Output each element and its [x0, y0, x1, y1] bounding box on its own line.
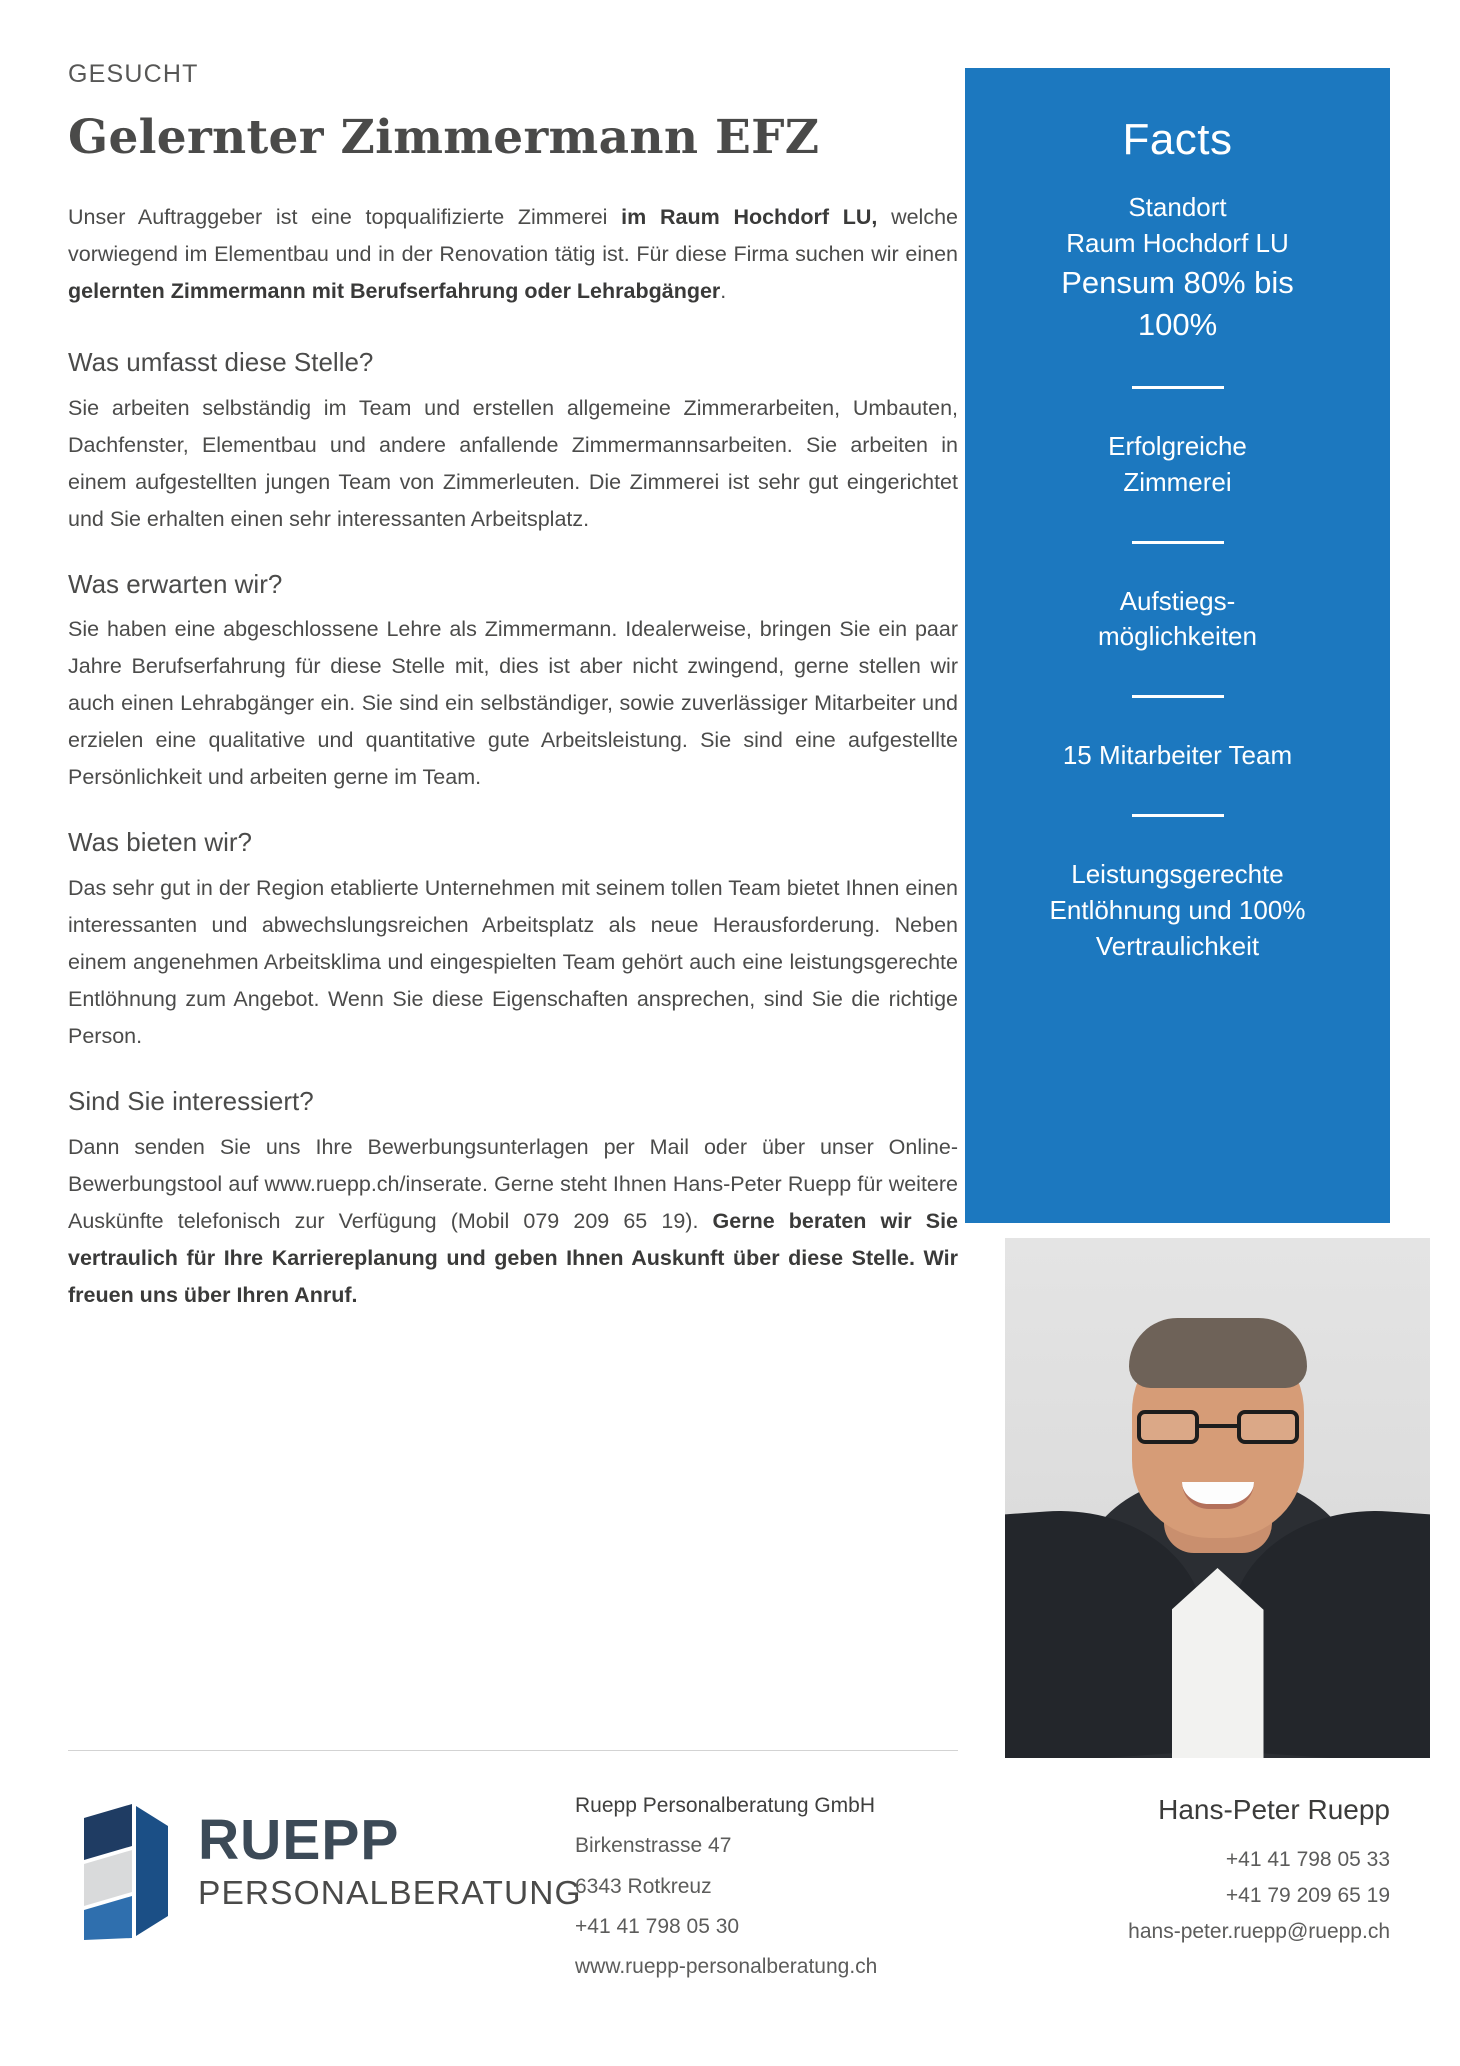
glasses-lens-right [1237, 1410, 1299, 1444]
fact-divider [1132, 695, 1224, 698]
fact-company-type [993, 429, 1362, 501]
intro-part-2: welche vorwiegend im Elementbau und in der Renovation tätig ist. Für diese Firma suchen wir einen [68, 205, 958, 267]
contact-person-photo [1005, 1238, 1430, 1758]
fact-line: möglichkeiten [1098, 621, 1257, 652]
page-title: Gelernter Zimmermann EFZ [68, 110, 820, 165]
fact-workload [993, 262, 1362, 346]
contact-phone-office[interactable]: +41 41 798 05 33 [1225, 1848, 1390, 1872]
fact-line: Leistungsgerechte [1071, 859, 1284, 890]
fact-line: Zimmerei [1123, 466, 1232, 497]
section-body: Sie arbeiten selbständig im Team und erstellen allgemeine Zimmerarbeiten, Umbauten, Dachfenster, Elementbau und andere anfallende Zimmermannsarbeiten. Sie arbeiten in einem aufgestellten jungen Team von Zimmerleuten. Die Zimmerei ist sehr gut eingerichtet und Sie erhalten einen sehr interessanten Arbeitsplatz. [68, 395, 958, 531]
fact-line: 100% [1137, 306, 1218, 342]
logo-mark-icon [70, 1800, 182, 1940]
job-ad-main-column [68, 60, 958, 1344]
section-heading: Was umfasst diese Stelle? [68, 346, 374, 377]
company-phone[interactable]: +41 41 798 05 30 [575, 1914, 740, 1938]
company-city: 6343 Rotkreuz [575, 1874, 712, 1898]
section-offer [68, 826, 958, 1055]
intro-part-1: Unser Auftraggeber ist eine topqualifizierte Zimmerei [68, 205, 622, 230]
fact-line: Vertraulichkeit [1095, 930, 1260, 961]
fact-line: Pensum 80% bis [1061, 265, 1294, 301]
kicker-label: GESUCHT [68, 60, 199, 88]
logo-line-2: PERSONALBERATUNG [198, 1875, 582, 1912]
section-requirements [68, 568, 958, 797]
company-logo [70, 1790, 582, 1945]
section-heading: Sind Sie interessiert? [68, 1085, 314, 1116]
contact-phone-mobile[interactable]: +41 79 209 65 19 [1225, 1884, 1390, 1908]
facts-sidebar [965, 68, 1390, 1223]
fact-line: 15 Mitarbeiter Team [1062, 740, 1293, 771]
contact-email[interactable]: hans-peter.ruepp@ruepp.ch [1128, 1920, 1390, 1944]
fact-team-size [993, 738, 1362, 774]
contact-details [965, 1786, 1390, 1950]
fact-line: Entlöhnung und 100% [1049, 895, 1306, 926]
intro-bold-2: gelernten Zimmermann mit Berufserfahrung oder Lehrabgänger [68, 278, 721, 303]
intro-paragraph [68, 199, 958, 310]
facts-title: Facts [1122, 115, 1233, 164]
fact-divider [1132, 814, 1224, 817]
fact-line: Raum Hochdorf LU [1066, 228, 1289, 259]
glasses-icon [1137, 1410, 1299, 1448]
section-duties [68, 346, 958, 538]
company-street: Birkenstrasse 47 [575, 1834, 732, 1858]
glasses-lens-left [1137, 1410, 1199, 1444]
company-name: Ruepp Personalberatung GmbH [575, 1794, 876, 1817]
section-body: Sie haben eine abgeschlossene Lehre als Zimmermann. Idealerweise, bringen Sie ein paar Jahre Berufserfahrung für diese Stelle mit, dies ist aber nicht zwingend, gerne stellen wir auch einen Lehrabgänger ein. Sie sind ein selbständiger, sowie zuverlässiger Mitarbeiter und erzielen eine qualitative und quantitative gute Arbeitsleistung. Sie sind eine aufgestellte Persönlichkeit und arbeiten gerne im Team. [68, 617, 958, 790]
glasses-bridge [1199, 1424, 1237, 1428]
interested-bold-text: Gerne beraten wir Sie vertraulich für Ihre Karriereplanung und geben Ihnen Auskunft über diese Stelle. Wir freuen uns über Ihren Anruf. [68, 1208, 958, 1307]
fact-compensation [993, 857, 1362, 965]
company-address [575, 1786, 965, 1988]
footer-divider [68, 1750, 958, 1751]
intro-bold-1: im Raum Hochdorf LU, [621, 205, 878, 230]
interested-normal-text: Dann senden Sie uns Ihre Bewerbungsunterlagen per Mail oder über unser Online-Bewerbungstool auf www.ruepp.ch/inserate. Gerne steht Ihnen Hans-Peter Ruepp für weitere Auskünfte telefonisch zur Verfügung (Mobil 079 209 65 19). [68, 1134, 958, 1233]
fact-divider [1132, 386, 1224, 389]
fact-career [993, 584, 1362, 656]
logo-line-1: RUEPP [198, 1808, 400, 1872]
section-body [68, 1129, 958, 1314]
fact-location [993, 190, 1362, 262]
fact-line: Standort [1128, 192, 1227, 223]
photo-hair [1129, 1318, 1307, 1388]
intro-part-3: . [720, 278, 727, 303]
fact-divider [1132, 541, 1224, 544]
section-body: Das sehr gut in der Region etablierte Unternehmen mit seinem tollen Team bietet Ihnen einen interessanten und abwechslungsreichen Arbeitsplatz als neue Herausforderung. Neben einem angenehmen Arbeitsklima und eingespielten Team gehört auch eine leistungsgerechte Entlöhnung zum Angebot. Wenn Sie diese Eigenschaften ansprechen, sind Sie die richtige Person. [68, 876, 958, 1048]
fact-line: Erfolgreiche [1108, 430, 1247, 461]
contact-person-name: Hans-Peter Ruepp [1158, 1794, 1390, 1825]
section-heading: Was erwarten wir? [68, 568, 283, 599]
logo-wordmark [198, 1808, 582, 1912]
section-heading: Was bieten wir? [68, 827, 252, 858]
fact-line: Aufstiegs- [1119, 585, 1236, 616]
company-website[interactable]: www.ruepp-personalberatung.ch [575, 1955, 878, 1979]
section-interested [68, 1085, 958, 1314]
